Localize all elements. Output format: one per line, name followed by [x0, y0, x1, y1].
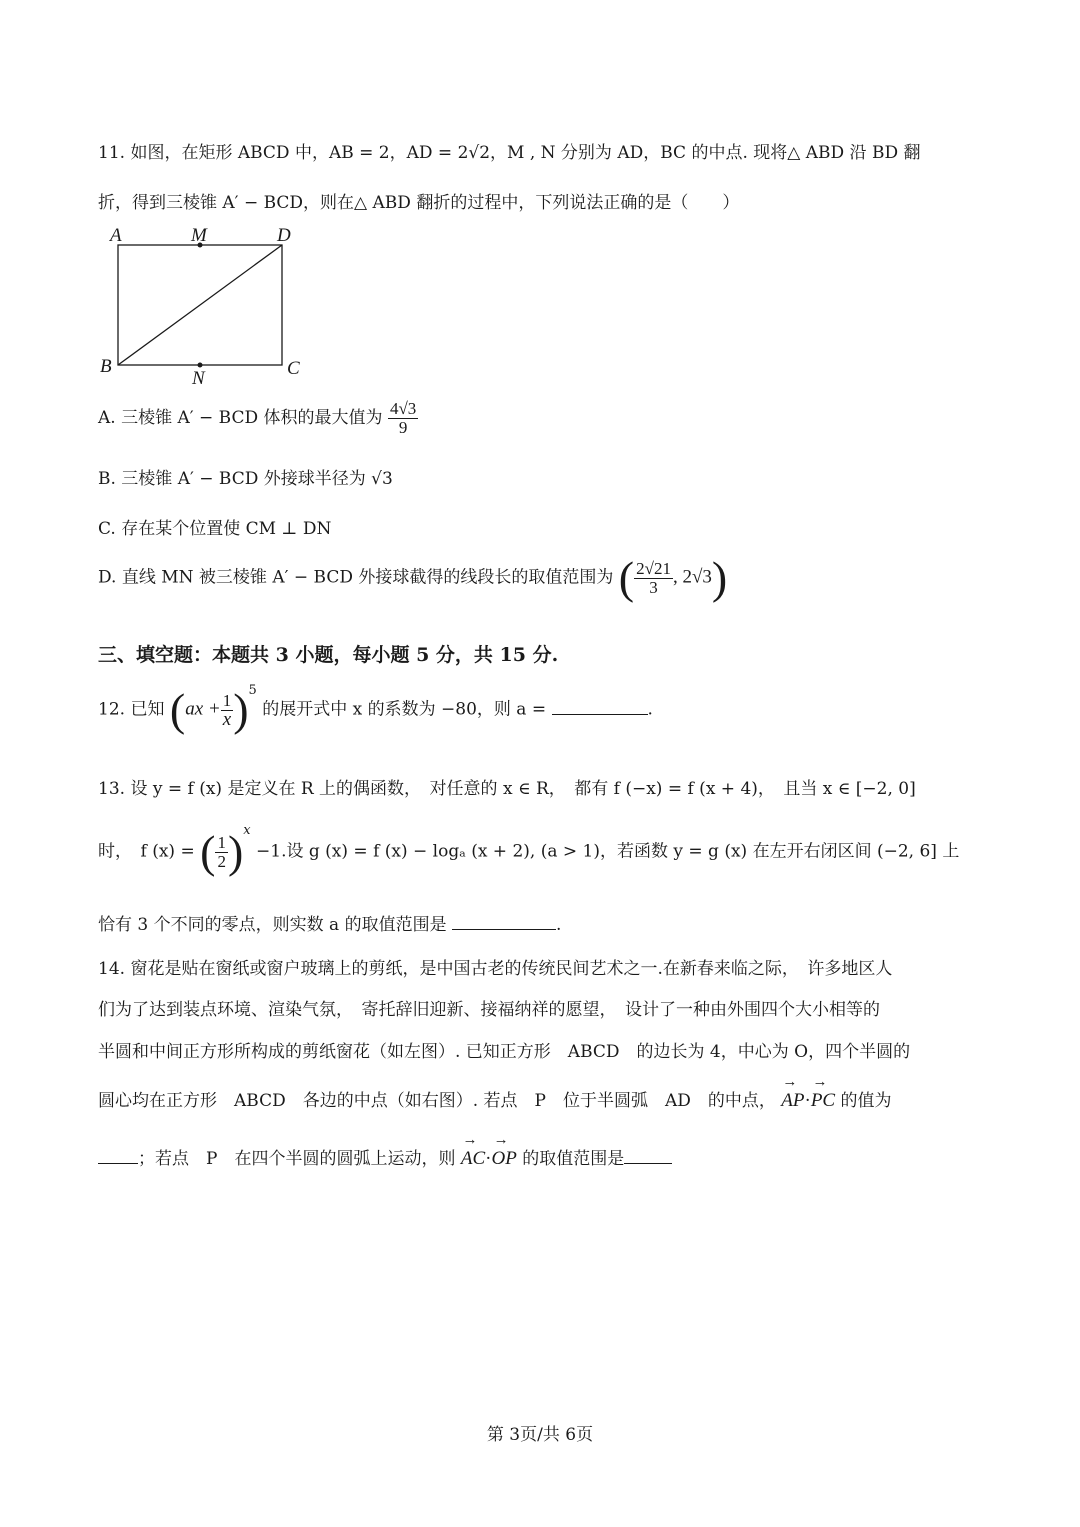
- q12-fraction: [221, 692, 234, 729]
- q11-option-a: [98, 400, 418, 437]
- q13-end: .: [555, 915, 562, 935]
- vector-pc: → PC: [811, 1090, 835, 1112]
- option-d-denominator: 3: [649, 577, 658, 597]
- vector-op: → OP: [491, 1148, 516, 1170]
- q12-line: 12. 已知 (ax + $\frac{1}{x}$ )$^5$ 的展开式中 x 的系数为 −80，则 a = .: [98, 682, 653, 735]
- q12-numerator: 1: [222, 690, 232, 710]
- section-heading: 三、填空题：本题共 3 小题，每小题 5 分，共 15 分.: [98, 644, 559, 666]
- q12-answer-blank[interactable]: [552, 700, 648, 715]
- label-c: C: [287, 358, 300, 379]
- q13-line3: [98, 910, 561, 935]
- q13-line2-post: −1.设 g (x) = f (x) − logₐ (x + 2), (a > 1)，若函数 y = g (x) 在左开右闭区间 (−2, 6] 上: [256, 841, 960, 862]
- q11-line2: 折，得到三棱锥 A′ − BCD，则在△ ABD 翻折的过程中，下列说法正确的是（ ）: [98, 193, 740, 213]
- q11-option-b: B. 三棱锥 A′ − BCD 外接球半径为 √3: [98, 469, 393, 489]
- q13-line1: 13. 设 y = f (x) 是定义在 R 上的偶函数， 对任意的 x ∈ R， 都有 f (−x) = f (x + 4)， 且当 x ∈ [−2, 0]: [98, 779, 916, 799]
- q13-line3-text: 恰有 3 个不同的零点，则实数 a 的取值范围是: [98, 915, 447, 935]
- q12-suffix: 的展开式中 x 的系数为 −80，则 a =: [262, 699, 547, 720]
- diagonal-bd: [118, 245, 282, 365]
- q13-exponent: x: [243, 822, 251, 838]
- option-a-text: A. 三棱锥 A′ − BCD 体积的最大值为: [98, 408, 383, 428]
- q13-denominator: 2: [217, 851, 226, 871]
- label-a: A: [110, 225, 122, 246]
- q11-option-c: C. 存在某个位置使 CM ⊥ DN: [98, 519, 332, 539]
- label-d: D: [277, 225, 291, 246]
- option-d-tail: , 2√3: [672, 566, 712, 588]
- q12-inner: ax +: [185, 698, 221, 720]
- q14-line3: 半圆和中间正方形所构成的剪纸窗花（如左图）. 已知正方形 ABCD 的边长为 4，中心为 O，四个半圆的: [98, 1042, 911, 1062]
- q14-line4-text: 圆心均在正方形 ABCD 各边的中点（如右图）. 若点 P 位于半圆弧 AD 的中点，: [98, 1091, 776, 1111]
- q11-line1: 11. 如图，在矩形 ABCD 中，AB = 2，AD = 2√2，M , N 分别为 AD，BC 的中点. 现将△ ABD 沿 BD 翻: [98, 143, 921, 163]
- vector-ac: → AC: [461, 1148, 485, 1170]
- option-d-numerator: 2√21: [636, 558, 671, 578]
- dot-operator-1: ·: [804, 1090, 811, 1111]
- q12-denominator: x: [222, 708, 232, 730]
- q14-answer-blank-1[interactable]: [98, 1149, 138, 1164]
- q14-line5-a: ；若点 P 在四个半圆的圆弧上运动，则: [138, 1149, 456, 1169]
- q14-line5: [98, 1144, 672, 1170]
- q14-line2: 们为了达到装点环境、渲染气氛， 寄托辞旧迎新、接福纳祥的愿望， 设计了一种由外围四个大小相等的: [98, 1000, 880, 1020]
- q11-option-d: D. 直线 MN 被三棱锥 A′ − BCD 外接球截得的线段长的取值范围为 ( $\frac{2√21}{3}$ , 2√3): [98, 552, 728, 603]
- option-a-denominator: 9: [398, 418, 408, 437]
- vector-ap: → AP: [781, 1090, 804, 1112]
- q14-line4-end: 的值为: [840, 1091, 892, 1111]
- option-a-fraction: [388, 400, 418, 437]
- q13-line2-pre: 时， f (x) =: [98, 841, 195, 862]
- q13-fraction: [215, 834, 228, 871]
- label-n: N: [192, 368, 205, 387]
- q14-line1: 14. 窗花是贴在窗纸或窗户玻璃上的剪纸，是中国古老的传统民间艺术之一.在新春来临之际， 许多地区人: [98, 959, 893, 979]
- option-a-numerator: 4√3: [389, 399, 417, 418]
- q13-answer-blank[interactable]: [452, 915, 556, 930]
- rectangle-figure: [96, 222, 316, 387]
- q12-prefix: 12. 已知: [98, 699, 165, 720]
- label-m: M: [191, 225, 207, 246]
- q12-end: .: [647, 699, 653, 720]
- q12-exponent: 5: [248, 682, 257, 698]
- q13-numerator: 1: [217, 832, 226, 852]
- q13-line2: 时， f (x) = ( $\frac{1}{2}$ )$^x$ −1.设 g (x) = f (x) − logₐ (x + 2), (a > 1)，若函数 y = g (x) 在左开右闭区间 (−2, 6] 上: [98, 822, 960, 877]
- dot-operator-2: ·: [485, 1148, 492, 1169]
- option-d-fraction: [634, 560, 673, 597]
- option-d-text: D. 直线 MN 被三棱锥 A′ − BCD 外接球截得的线段长的取值范围为: [98, 567, 614, 588]
- point-n: [198, 363, 203, 368]
- q14-answer-blank-2[interactable]: [624, 1149, 672, 1164]
- page-footer: 第 3页/共 6页: [486, 1425, 594, 1445]
- q14-line5-b: 的取值范围是: [522, 1149, 625, 1169]
- q14-line4: [98, 1086, 892, 1112]
- label-b: B: [100, 356, 112, 377]
